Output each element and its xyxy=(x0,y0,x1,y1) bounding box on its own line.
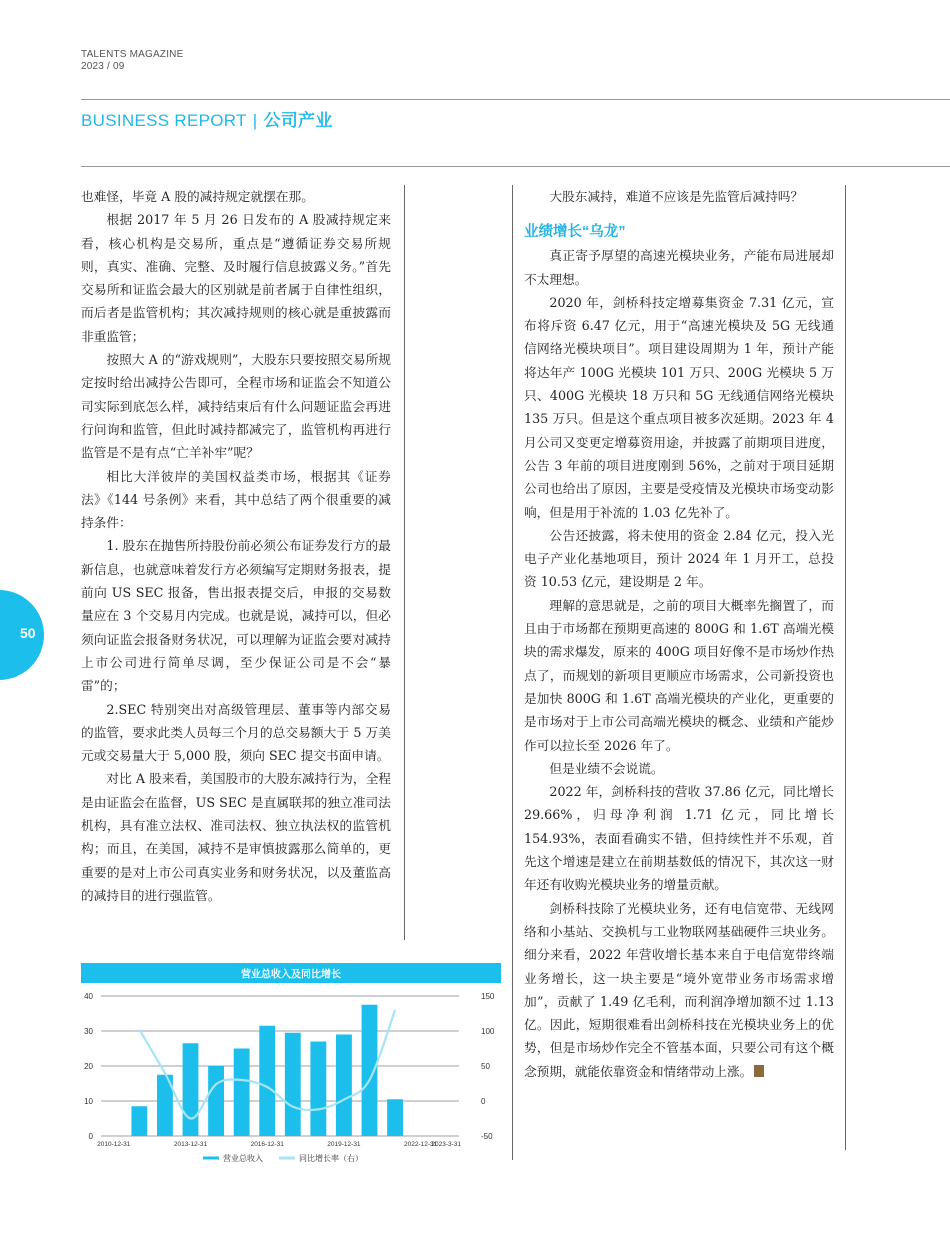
subheading: 业绩增长“乌龙” xyxy=(524,224,626,241)
chart-bar xyxy=(387,1099,403,1136)
left-axis-tick-label: 0 xyxy=(88,1132,93,1141)
chart-bar xyxy=(183,1043,199,1136)
paragraph: 但是业绩不会说谎。 xyxy=(549,760,664,776)
paragraph xyxy=(524,897,834,1083)
chart-bar xyxy=(131,1106,147,1136)
chart-bar xyxy=(310,1042,326,1137)
section-title-en: BUSINESS REPORT xyxy=(81,111,247,130)
column-divider-right xyxy=(845,185,846,1150)
paragraph: 1. 股东在抛售所持股份前必须公布证券发行方的最新信息，也就意味着发行方必须编写定期财务报表，提前向 US SEC 报备，售出报表提交后，申报的交易数量应在 3 个交易月内完成。也就是说，减持可以，但必须向证监会报备财务状况，可以理解为证监会要对减持上市公司进行简单尽调，至少保证公司是不会“暴雷”的； xyxy=(81,538,391,694)
magazine-header xyxy=(81,49,183,73)
page-number: 50 xyxy=(20,625,36,641)
paragraph: 2022 年，剑桥科技的营收 37.86 亿元，同比增长 29.66%，归母净利润 1.71 亿元，同比增长 154.93%，表面看确实不错，但持续性并不乐观，首先这个增速是建立在前期基数低的情况下，其次这一财年还有收购光模块业务的增量贡献。 xyxy=(524,784,834,893)
section-separator: | xyxy=(252,111,258,130)
header-rule-top xyxy=(81,99,950,100)
issue-date: 2023 / 09 xyxy=(81,61,125,72)
section-title xyxy=(81,106,333,131)
left-column xyxy=(81,185,391,907)
paragraph: 大股东减持，难道不应该是先监管后减持吗？ xyxy=(549,189,804,204)
x-axis-tick-label: 2023-3-31 xyxy=(431,1141,462,1148)
right-axis-tick-label: 100 xyxy=(481,1027,495,1036)
paragraph: 也难怪，毕竟 A 股的减持规定就摆在那。 xyxy=(81,189,314,204)
paragraph: 真正寄予厚望的高速光模块业务，产能布局进展却不太理想。 xyxy=(524,248,834,287)
right-axis-tick-label: 50 xyxy=(481,1062,490,1071)
column-divider-left xyxy=(404,185,405,940)
chart-bar xyxy=(259,1026,275,1136)
revenue-chart-svg xyxy=(81,963,501,1167)
x-axis-tick-label: 2010-12-31 xyxy=(97,1141,131,1148)
revenue-chart xyxy=(81,963,501,1167)
paragraph-text: 剑桥科技除了光模块业务，还有电信宽带、无线网络和小基站、交换机与工业物联网基础硬件三块业务。细分来看，2022 年营收增长基本来自于电信宽带终端业务增长，这一块主要是“境外宽带业务市场需求增加”，贡献了 1.49 亿毛利，而利润净增加额不过 1.13 亿。因此，短期很难看出剑桥科技在光模块业务上的优势，但是市场炒作完全不管基本面，只要公司有这个概念预期，就能依靠资金和情绪带动上涨。 xyxy=(524,900,834,1079)
chart-bar xyxy=(336,1035,352,1137)
paragraph: 理解的意思就是，之前的项目大概率先搁置了，而且由于市场都在预期更高速的 800G 和 1.6T 高端光模块的需求爆发，原来的 400G 项目好像不是市场炒作热点了，而规划的新项目更顺应市场需求，公司新投资也是加快 800G 和 1.6T 高端光模块的产业化，更重要的是市场对于上市公司高端光模块的概念、业绩和产能炒作可以拉长至 2026 年了。 xyxy=(524,597,834,753)
chart-bar xyxy=(285,1033,301,1136)
x-axis-tick-label: 2022-12-31 xyxy=(404,1141,438,1148)
right-axis-tick-label: -50 xyxy=(481,1132,493,1141)
header-rule-bottom xyxy=(81,166,950,167)
left-axis-tick-label: 20 xyxy=(84,1062,93,1071)
magazine-name: TALENTS MAGAZINE xyxy=(81,49,184,60)
left-axis-tick-label: 40 xyxy=(84,992,93,1001)
legend-label-revenue: 营业总收入 xyxy=(223,1154,263,1163)
right-column xyxy=(524,185,834,1083)
left-axis-tick-label: 10 xyxy=(84,1097,93,1106)
right-axis-tick-label: 150 xyxy=(481,992,495,1001)
right-axis-tick-label: 0 xyxy=(481,1097,486,1106)
section-title-cn: 公司产业 xyxy=(263,111,333,130)
x-axis-tick-label: 2019-12-31 xyxy=(327,1141,361,1148)
paragraph: 根据 2017 年 5 月 26 日发布的 A 股减持规定来看，核心机构是交易所，重点是“遵循证券交易所规则，真实、准确、完整、及时履行信息披露义务。”首先交易所和证监会最大的区别就是前者属于自律性组织，而后者是监管机构；其次减持规则的核心就是重披露而非重监管； xyxy=(81,212,391,344)
paragraph: 相比大洋彼岸的美国权益类市场，根据其《证券法》《144 号条例》来看，其中总结了两个很重要的减持条件： xyxy=(81,468,391,531)
x-axis-tick-label: 2016-12-31 xyxy=(250,1141,284,1148)
left-axis-tick-label: 30 xyxy=(84,1027,93,1036)
paragraph: 按照大 A 的“游戏规则”，大股东只要按照交易所规定按时给出减持公告即可，全程市场和证监会不知道公司实际到底怎么样，减持结束后有什么问题证监会再进行问询和监管，但此时减持都减完了，监管机构再进行监管是不是有点“亡羊补牢”呢？ xyxy=(81,352,391,461)
chart-bar xyxy=(234,1049,250,1137)
legend-label-growth: 同比增长率（右） xyxy=(299,1154,363,1163)
article-end-mark-icon xyxy=(754,1065,764,1077)
chart-bar xyxy=(208,1066,224,1136)
x-axis-tick-label: 2013-12-31 xyxy=(173,1141,208,1148)
paragraph: 公告还披露，将未使用的资金 2.84 亿元，投入光电子产业化基地项目，预计 2024 年 1 月开工，总投资 10.53 亿元，建设期是 2 年。 xyxy=(524,527,834,590)
paragraph: 2.SEC 特别突出对高级管理层、董事等内部交易的监管，要求此类人员每三个月的总交易额大于 5 万美元或交易量大于 5,000 股，须向 SEC 提交书面申请。 xyxy=(81,701,391,764)
paragraph: 对比 A 股来看，美国股市的大股东减持行为，全程是由证监会在监督，US SEC 是直属联邦的独立准司法机构，具有准立法权、准司法权、独立执法权的监管机构；而且，在美国，减持不是审慎披露那么简单的，更重要的是对上市公司真实业务和财务状况，以及董监高的减持目的进行强监管。 xyxy=(81,771,391,903)
chart-title: 营业总收入及同比增长 xyxy=(241,969,341,981)
column-divider-middle xyxy=(512,185,513,1160)
paragraph: 2020 年，剑桥科技定增募集资金 7.31 亿元，宣布将斥资 6.47 亿元，用于“高速光模块及 5G 无线通信网络光模块项目”。项目建设周期为 1 年，预计产能将达年产 100G 光模块 101 万只、200G 光模块 5 万只、400G 光模块 18 万只和 5G 无线通信网络光模块 135 万只。但是这个重点项目被多次延期。2023 年 4 月公司又变更定增募资用途，并披露了前期项目进度，公告 3 年前的项目进度刚到 56%，之前对于项目延期公司也给出了原因，主要是受疫情及光模块市场变动影响，但是用于补流的 1.03 亿先补了。 xyxy=(524,294,834,520)
